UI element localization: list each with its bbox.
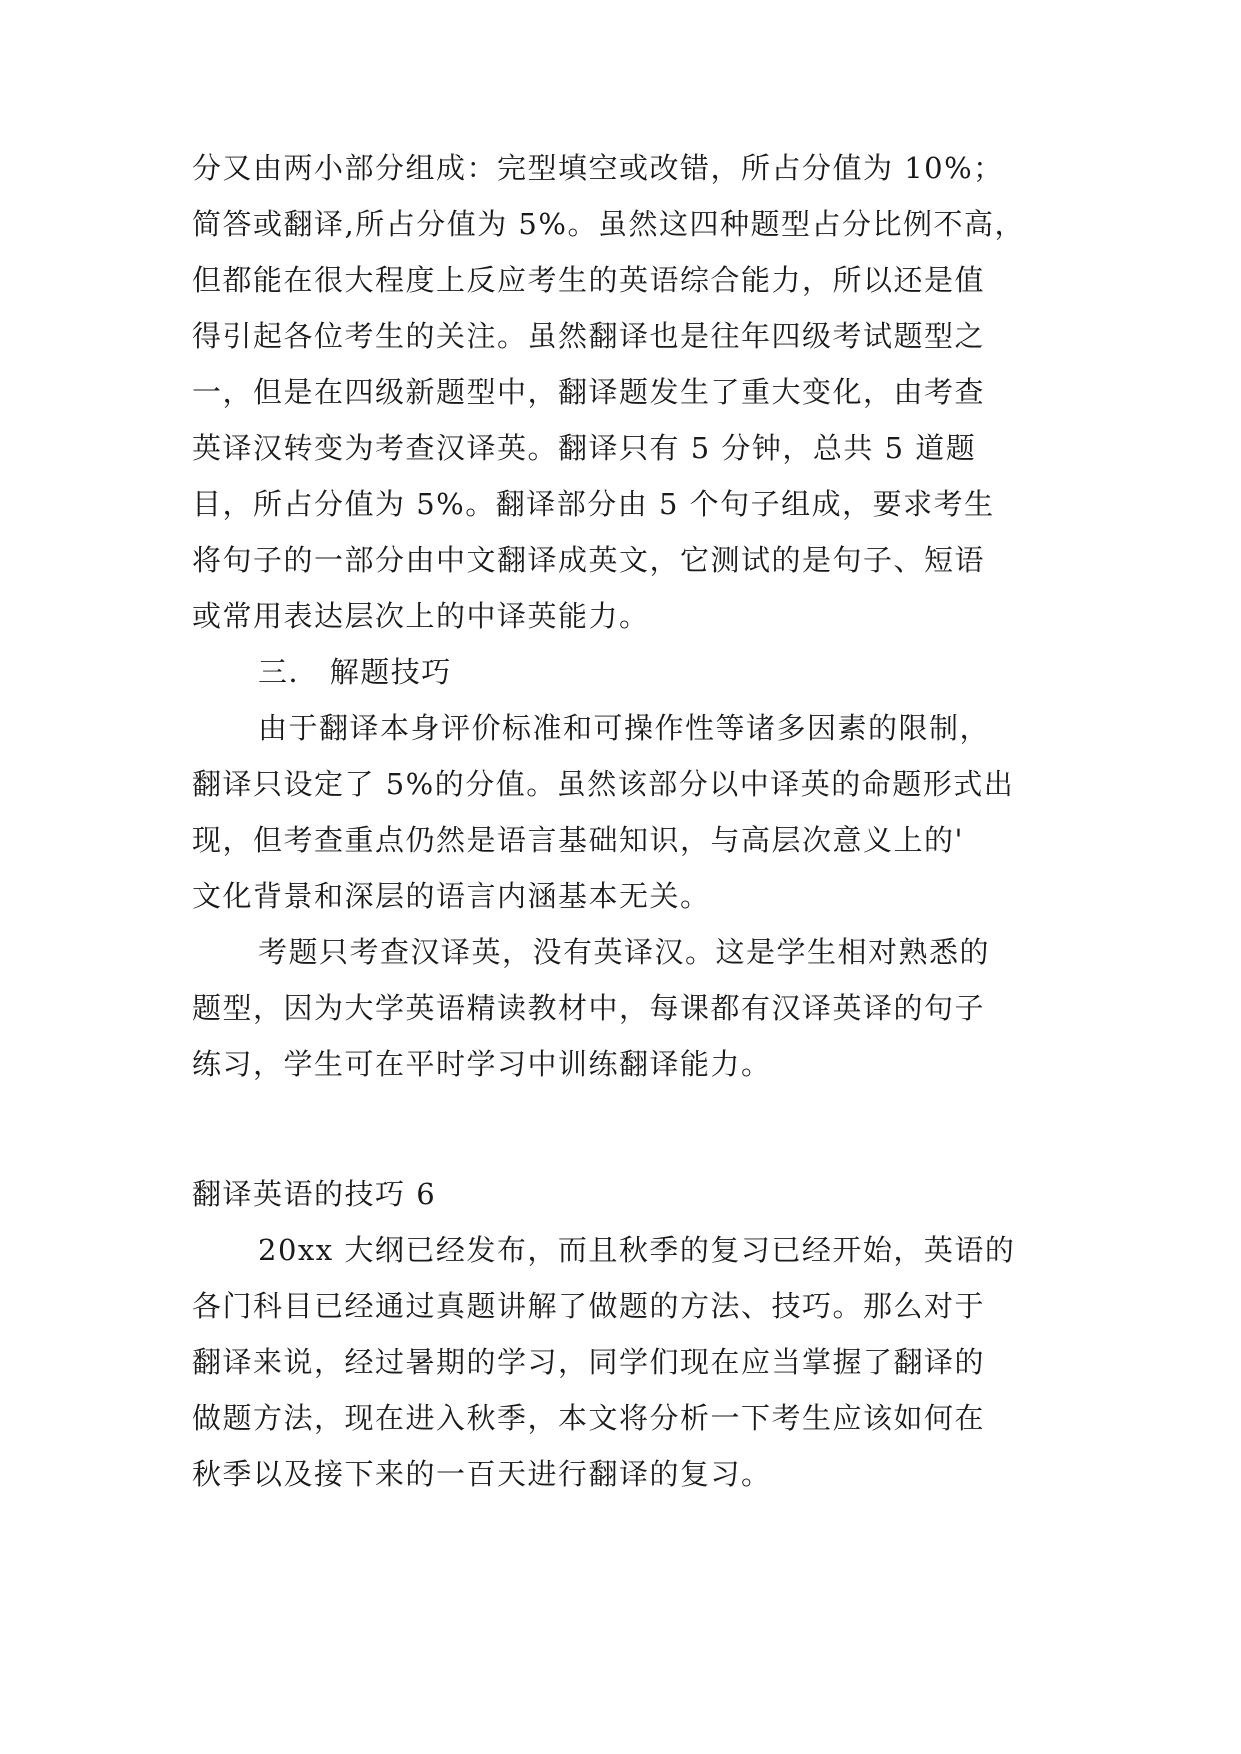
paragraph-line: 简答或翻译,所占分值为 5%。虽然这四种题型占分比例不高， bbox=[192, 207, 1025, 241]
paragraph-line: 文化背景和深层的语言内涵基本无关。 bbox=[192, 879, 711, 913]
paragraph-line: 做题方法，现在进入秋季，本文将分析一下考生应该如何在 bbox=[192, 1401, 986, 1435]
section-heading: 三． 解题技巧 bbox=[258, 655, 452, 689]
paragraph-line: 翻译来说，经过暑期的学习，同学们现在应当掌握了翻译的 bbox=[192, 1345, 986, 1379]
paragraph-line: 英译汉转变为考查汉译英。翻译只有 5 分钟，总共 5 道题 bbox=[192, 431, 977, 465]
paragraph-line: 考题只考查汉译英，没有英译汉。这是学生相对熟悉的 bbox=[258, 935, 991, 969]
paragraph-line: 但都能在很大程度上反应考生的英语综合能力，所以还是值 bbox=[192, 263, 986, 297]
paragraph-line: 分又由两小部分组成：完型填空或改错，所占分值为 10%； bbox=[192, 151, 1004, 185]
paragraph-line: 练习，学生可在平时学习中训练翻译能力。 bbox=[192, 1047, 772, 1081]
paragraph-line: 各门科目已经通过真题讲解了做题的方法、技巧。那么对于 bbox=[192, 1289, 986, 1323]
paragraph-line: 秋季以及接下来的一百天进行翻译的复习。 bbox=[192, 1457, 772, 1491]
paragraph-line: 或常用表达层次上的中译英能力。 bbox=[192, 599, 650, 633]
paragraph-line: 目，所占分值为 5%。翻译部分由 5 个句子组成，要求考生 bbox=[192, 487, 995, 521]
paragraph-line: 题型，因为大学英语精读教材中，每课都有汉译英译的句子 bbox=[192, 991, 986, 1025]
paragraph-line: 一，但是在四级新题型中，翻译题发生了重大变化，由考查 bbox=[192, 375, 986, 409]
paragraph-line: 翻译只设定了 5%的分值。虽然该部分以中译英的命题形式出 bbox=[192, 767, 1015, 801]
paragraph-line: 将句子的一部分由中文翻译成英文，它测试的是句子、短语 bbox=[192, 543, 986, 577]
paragraph-line: 20xx 大纲已经发布，而且秋季的复习已经开始，英语的 bbox=[258, 1233, 1016, 1267]
paragraph-line: 由于翻译本身评价标准和可操作性等诸多因素的限制， bbox=[258, 711, 991, 745]
article-title: 翻译英语的技巧 6 bbox=[192, 1177, 437, 1211]
paragraph-line: 现，但考查重点仍然是语言基础知识，与高层次意义上的' bbox=[192, 823, 964, 857]
paragraph-line: 得引起各位考生的关注。虽然翻译也是往年四级考试题型之 bbox=[192, 319, 986, 353]
